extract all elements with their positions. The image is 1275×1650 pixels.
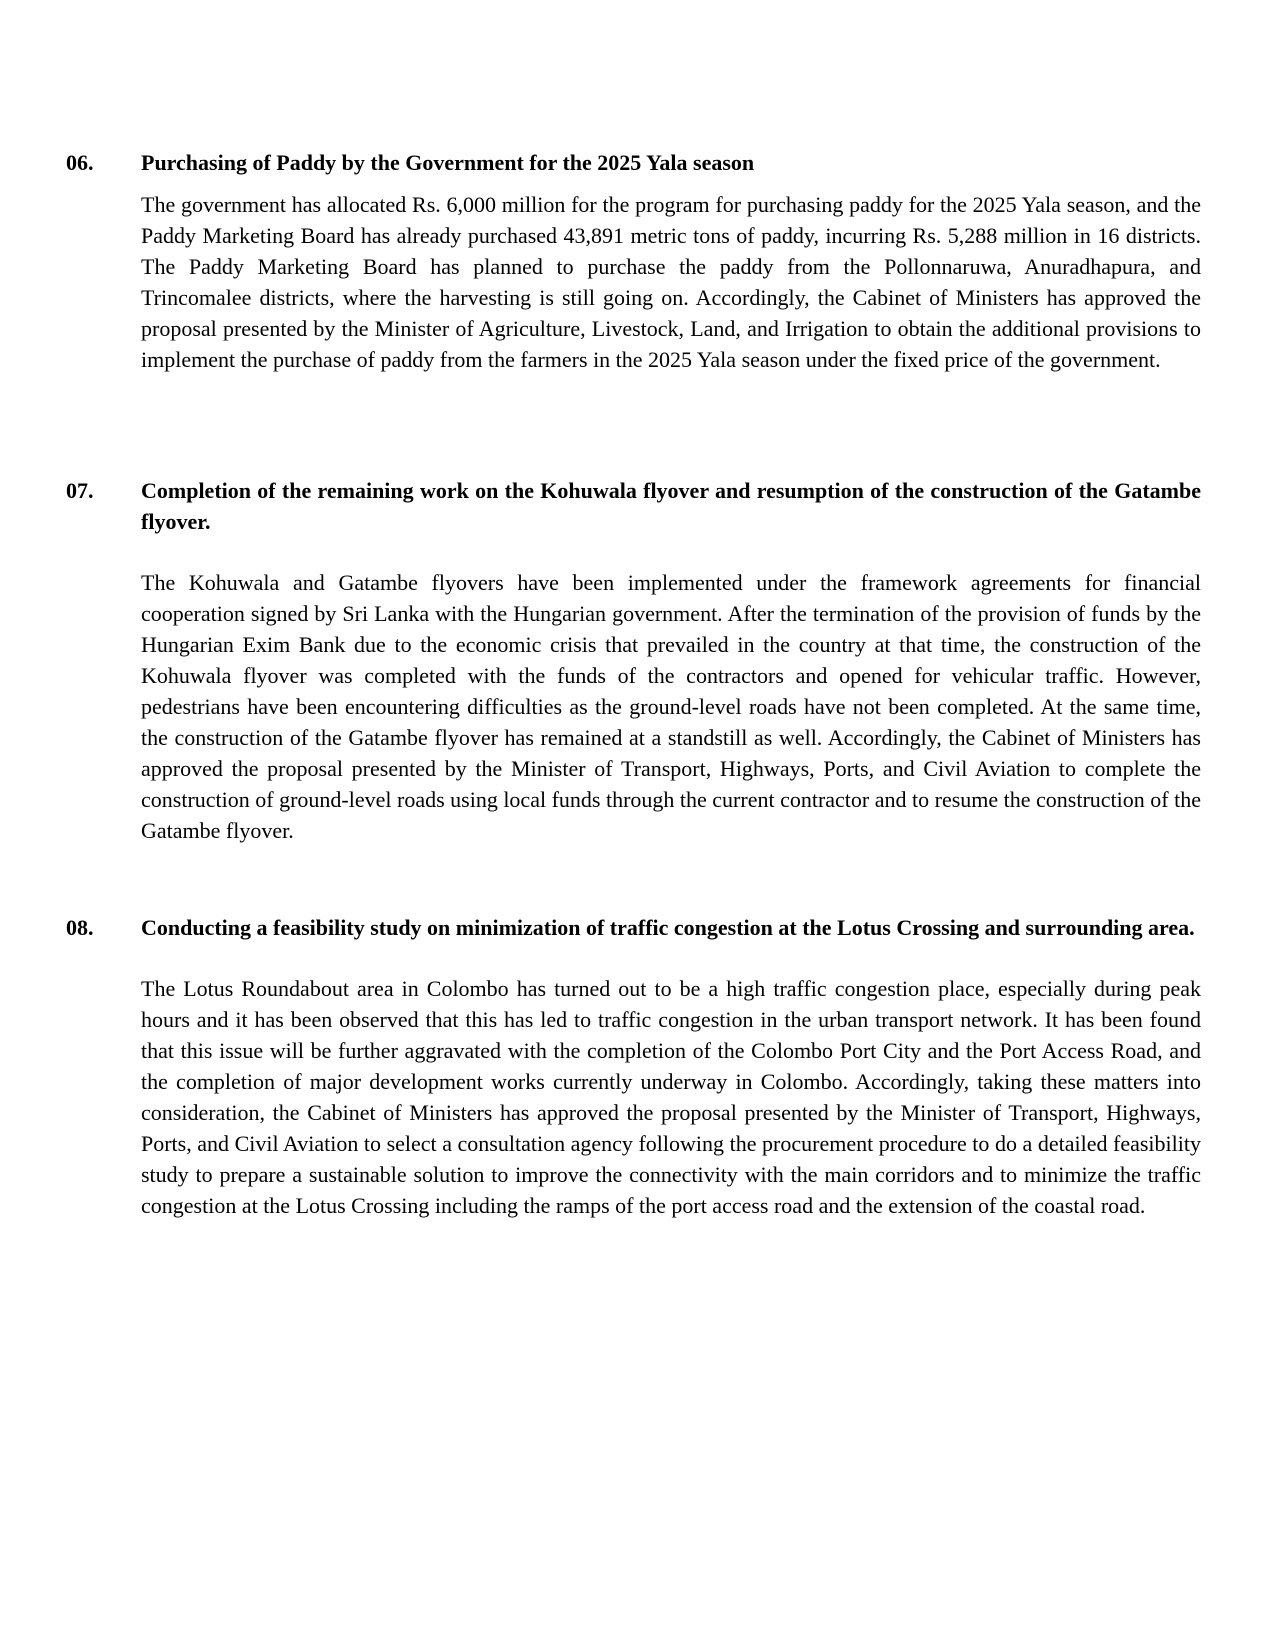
section-number: 06.	[66, 150, 94, 175]
section-body: The Kohuwala and Gatambe flyovers have been implemented under the framework agreements for financial cooperation signed by Sri Lanka with the Hungarian government. After the termination of the provision of funds by the Hungarian Exim Bank due to the economic crisis that prevailed in the country at that time, the construction of the Kohuwala flyover was completed with the funds of the contractors and opened for vehicular traffic. However, pedestrians have been encountering difficulties as the ground-level roads have not been completed. At the same time, the construction of the Gatambe flyover has remained at a standstill as well. Accordingly, the Cabinet of Ministers has approved the proposal presented by the Minister of Transport, Highways, Ports, and Civil Aviation to complete the construction of ground-level roads using local funds through the current contractor and to resume the construction of the Gatambe flyover.	[141, 570, 1201, 843]
section-heading: Conducting a feasibility study on minimization of traffic congestion at the Lotus Crossing and surrounding area.	[141, 915, 1195, 940]
section-number: 08.	[66, 915, 94, 940]
decision-section-08	[66, 912, 1201, 1221]
section-heading: Completion of the remaining work on the Kohuwala flyover and resumption of the construction of the Gatambe flyover.	[141, 478, 1201, 534]
section-body: The government has allocated Rs. 6,000 million for the program for purchasing paddy for the 2025 Yala season, and the Paddy Marketing Board has already purchased 43,891 metric tons of paddy, incurring Rs. 5,288 million in 16 districts. The Paddy Marketing Board has planned to purchase the paddy from the Pollonnaruwa, Anuradhapura, and Trincomalee districts, where the harvesting is still going on. Accordingly, the Cabinet of Ministers has approved the proposal presented by the Minister of Agriculture, Livestock, Land, and Irrigation to obtain the additional provisions to implement the purchase of paddy from the farmers in the 2025 Yala season under the fixed price of the government.	[141, 192, 1201, 372]
section-number: 07.	[66, 478, 94, 503]
decision-section-07	[66, 475, 1201, 846]
section-heading: Purchasing of Paddy by the Government for the 2025 Yala season	[141, 150, 755, 175]
section-body: The Lotus Roundabout area in Colombo has turned out to be a high traffic congestion place, especially during peak hours and it has been observed that this has led to traffic congestion in the urban transport network. It has been found that this issue will be further aggravated with the completion of the Colombo Port City and the Port Access Road, and the completion of major development works currently underway in Colombo. Accordingly, taking these matters into consideration, the Cabinet of Ministers has approved the proposal presented by the Minister of Transport, Highways, Ports, and Civil Aviation to select a consultation agency following the procurement procedure to do a detailed feasibility study to prepare a sustainable solution to improve the connectivity with the main corridors and to minimize the traffic congestion at the Lotus Crossing including the ramps of the port access road and the extension of the coastal road.	[141, 976, 1201, 1218]
decision-section-06	[66, 147, 1201, 375]
